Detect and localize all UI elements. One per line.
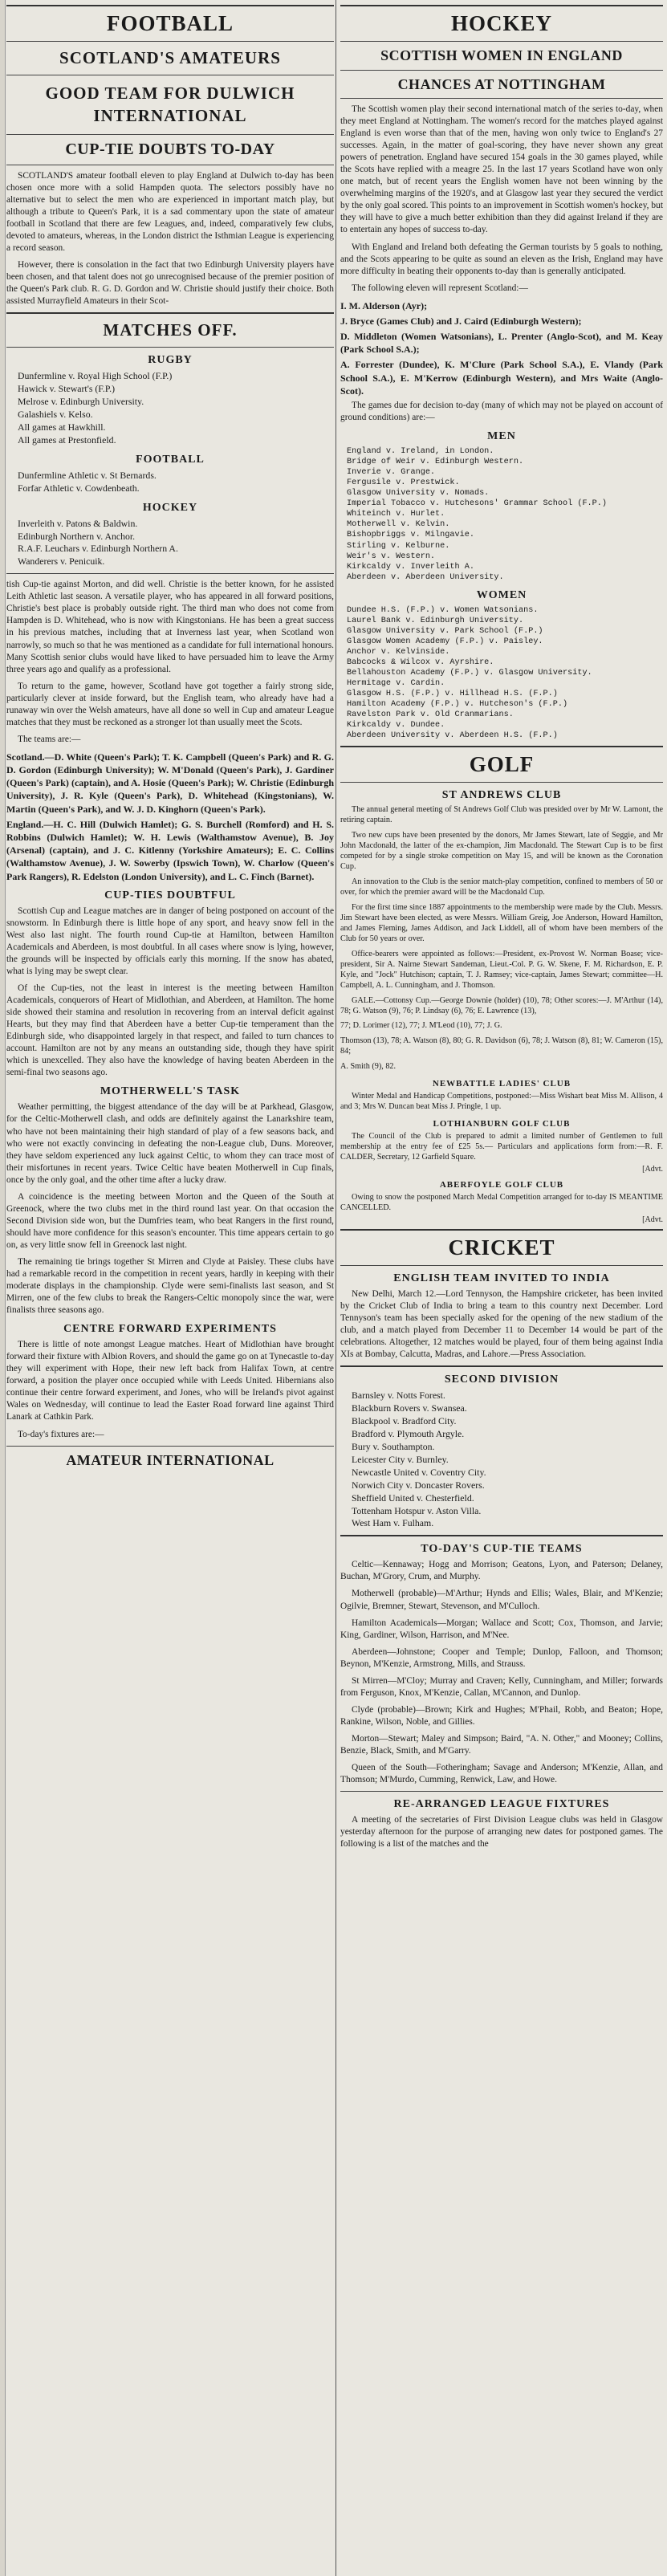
fixture-line: Glasgow H.S. (F.P.) v. Hillhead H.S. (F.P.)	[347, 690, 558, 699]
cupties-doubtful-heading: CUP-TIES DOUBTFUL	[104, 889, 236, 901]
article-paragraph: An innovation to the Club is the senior match-play competition, confined to members of 50 or over, for which the premier award will be the Macdonald Cup.	[340, 877, 663, 897]
fixture-line: Aberdeen v. Aberdeen University.	[347, 572, 504, 582]
fixture-line: Dunfermline v. Royal High School (F.P.)	[18, 370, 173, 382]
fixture-line: Edinburgh Northern v. Anchor.	[18, 530, 136, 542]
fixture-line: Inverleith v. Patons & Baldwin.	[18, 517, 138, 529]
fixture-line: Forfar Athletic v. Cowdenbeath.	[18, 482, 140, 494]
article-paragraph: SCOTLAND'S amateur football eleven to play England at Dulwich to-day has been chosen once more with a solid Hampden quota. The selectors possibly have no alternative but to select the men who are experienced in important match play, but although a tribute to Queen's Park, it is a sad commentary upon the state of amateur football in Scotland that there are few Leagues, and, indeed, comparatively few clubs, devoted to amateurs, whereas, in the London district the Isthmian League is experiencing a record season.	[6, 170, 334, 253]
fixture-line: Dundee H.S. (F.P.) v. Women Watsonians.	[347, 605, 539, 615]
fixture-line: Bradford v. Plymouth Argyle.	[352, 1428, 465, 1440]
fixture-line: Imperial Tobacco v. Hutchesons' Grammar School (F.P.)	[347, 499, 608, 509]
india-heading: ENGLISH TEAM INVITED TO INDIA	[393, 1272, 610, 1284]
hockey-subheading: HOCKEY	[142, 501, 198, 514]
women-team-line: A. Forrester (Dundee), K. M'Clure (Park School S.A.), E. Vlandy (Park School S.A.), E. M'Kerrow (Edinburgh Western), and Mrs Waite (Anglo-Scot).	[340, 359, 663, 397]
rule	[340, 5, 663, 6]
article-paragraph: A. Smith (9), 82.	[340, 1062, 397, 1072]
second-division-heading: SECOND DIVISION	[444, 1373, 559, 1386]
fixture-line: Glasgow University v. Nomads.	[347, 489, 490, 499]
second-division-fixture-list	[352, 1390, 663, 1530]
rule	[340, 98, 663, 99]
article-paragraph: Two new cups have been presented by the donors, Mr James Stewart, late of Seggie, and Mr John Macdonald, the latter of the ex-champion, Jim Macdonald. The Stewart Cup is to be first competed for by a single stroke competition on May 15, and will be known as the Coronation Cup.	[340, 831, 663, 872]
fixture-line: Motherwell v. Kelvin.	[347, 520, 450, 530]
article-paragraph: The teams are:—	[18, 734, 81, 744]
women-fixture-list	[347, 605, 663, 742]
hockey-heading: HOCKEY	[450, 11, 552, 35]
hockey-fixture-list	[18, 518, 334, 569]
fixture-line: Glasgow Women Academy (F.P.) v. Paisley.	[347, 637, 543, 646]
rule	[6, 347, 334, 348]
fixture-line: Glasgow University v. Park School (F.P.)	[347, 626, 543, 636]
article-paragraph: However, there is consolation in the fact that two Edinburgh University players have been chosen, and that talent does not go unrecognised because of the premier position of the Queen's Park club. R. G. D. Gordon and W. Christie should justify their choice. Both assisted Murrayfield Amateurs in their Scot-	[6, 260, 334, 307]
team-paragraph: Clyde (probable)—Brown; Kirk and Hughes; M'Phail, Robb, and Beaton; Hope, Rankine, Wilson, Noble, and Gillies.	[340, 1704, 663, 1727]
fixture-line: Dunfermline Athletic v. St Bernards.	[18, 469, 157, 481]
left-column	[6, 0, 334, 2576]
rule	[6, 573, 334, 574]
fixture-line: Whiteinch v. Hurlet.	[347, 510, 445, 519]
team-paragraph: Motherwell (probable)—M'Arthur; Hynds and Ellis; Wales, Blair, and M'Kenzie; Ogilvie, Bremner, Stewart, Stevenson, and M'Culloch.	[340, 1589, 663, 1611]
article-paragraph: New Delhi, March 12.—Lord Tennyson, the Hampshire cricketer, has been invited by the Cricket Club of India to bring a team to this country next December. Lord Tennyson's team has been specially asked for the opening of the new stadium of the club, and a match played from December 11 to December 14 would be part of the celebrations. Altogether, 12 matches would be played, four of them being against India XIs at Bombay, Calcutta, Madras, and Lahore.—Press Association.	[340, 1288, 663, 1360]
team-paragraph: Celtic—Kennaway; Hogg and Morrison; Geatons, Lyon, and Paterson; Delaney, Buchan, M'Grory, Crum, and Murphy.	[340, 1560, 663, 1582]
football-heading: FOOTBALL	[106, 11, 234, 35]
fixture-line: Anchor v. Kelvinside.	[347, 647, 450, 657]
motherwell-heading: MOTHERWELL'S TASK	[100, 1085, 241, 1098]
advert-tag: [Advt.	[642, 1215, 663, 1224]
rule	[340, 1791, 663, 1792]
team-paragraph: Morton—Stewart; Maley and Simpson; Baird, "A. N. Other," and Mooney; Collins, Benzie, Black, Smith, and M'Garry.	[340, 1733, 663, 1756]
newbattle-heading: NEWBATTLE LADIES' CLUB	[432, 1079, 571, 1089]
england-team-list: England.—H. C. Hill (Dulwich Hamlet); G. S. Burchell (Romford) and H. S. Robbins (Dulwich Hamlet); W. H. Lewis (Walthamstow Avenue), B. Joy (Arsenal) (captain), and J. C. Kitlenny (Yorkshire Amateurs); E. C. Collins (Walthamstow Avenue), J. W. Sowerby (Ipswich Town), W. Charlow (Queen's Park Rangers), R. Edelston (London University), and L. C. Finch (Barnet).	[6, 818, 334, 882]
article-paragraph: Of the Cup-ties, not the least in interest is the meeting between Hamilton Academicals, conquerors of Heart of Midlothian, and Aberdeen, at Hamilton. The home side showed their stamina and resolution in recovering from an interval deficit against Hearts, but they may find that Aberdeen have a better Cup-tie temperament than the Edinburgh side, who disappointed largely in that respect, and failed to turn chances to account. Hamilton are not by any means an outstanding side, though they have spirit which is unexcelled. They also have the knowledge of having beaten Aberdeen in the semi-final two seasons ago.	[6, 983, 334, 1078]
fixture-line: Ravelston Park v. Old Cranmarians.	[347, 710, 514, 720]
men-subheading: MEN	[487, 430, 516, 443]
fixture-line: Kirkcaldy v. Inverleith A.	[347, 562, 474, 572]
right-column	[340, 0, 663, 2576]
men-fixture-list	[347, 446, 663, 583]
rugby-fixture-list	[18, 370, 334, 447]
fixture-line: Inverie v. Grange.	[347, 468, 436, 478]
article-paragraph: To-day's fixtures are:—	[18, 1429, 104, 1439]
cuptie-teams-heading: TO-DAY'S CUP-TIE TEAMS	[421, 1543, 583, 1556]
article-paragraph: The annual general meeting of St Andrews Golf Club was presided over by Mr W. Lamont, the retiring captain.	[340, 805, 663, 825]
rule	[6, 41, 334, 42]
fixture-line: West Ham v. Fulham.	[352, 1517, 434, 1529]
article-paragraph: The games due for decision to-day (many of which may not be played on account of ground conditions) are:—	[340, 401, 663, 423]
rearranged-heading: RE-ARRANGED LEAGUE FIXTURES	[393, 1798, 610, 1811]
centre-forward-heading: CENTRE FORWARD EXPERIMENTS	[63, 1323, 277, 1336]
golf-notes	[340, 805, 663, 1224]
rule	[340, 1535, 663, 1536]
article-paragraph: 77; D. Lorimer (12), 77; J. M'Leod (10), 77; J. G.	[340, 1021, 502, 1031]
article-paragraph: For the first time since 1887 appointments to the membership were made by the Club. Messrs. Jim Stewart have been elected, as were Messrs. William Greig, Joe Anderson, Howard Hamilton, and James Fleming, James Addison, and Jack Liddell, all of whom have been members of the Club for 50 years or over.	[340, 902, 663, 943]
fixture-line: Newcastle United v. Coventry City.	[352, 1466, 486, 1478]
article-paragraph: Winter Medal and Handicap Competitions, postponed:—Miss Wishart beat Miss M. Allison, 4 and 3; Mrs W. Duncan beat Miss J. Pringle, 1 up.	[340, 1092, 663, 1112]
article-paragraph: The Scottish women play their second international match of the series to-day, when they meet England at Nottingham. The women's record for the matches played against England is even worse than that of the men, having won only twice to England's 27 successes. Again, in the matter of goal-scoring, they have never shown any great powers of penetration. England have secured 154 goals in the 30 games played, while the Scots have replied with a meagre 25. In the last 17 years Scotland have won only one match, but of recent years the English women have not been winning by the overwhelming margins of the 1920's, and at Glasgow last year they secured the verdict by the only goal scored. This points to an improvement in Scottish women's hockey, but they will have to give a much better exhibition than they did against Ireland if they are to entertain any hopes of success to-day.	[340, 104, 663, 235]
top-rule	[6, 5, 334, 6]
matches-off-heading: MATCHES OFF.	[103, 320, 238, 340]
team-paragraph: St Mirren—M'Cloy; Murray and Craven; Kelly, Cunningham, and Miller; forwards from Ferguson, Knox, M'Kenzie, Callan, M'Cannon, and Dunlop.	[340, 1675, 663, 1698]
article-paragraph: Scottish Cup and League matches are in danger of being postponed on account of the snowstorm. In Edinburgh there is little hope of any sport, and heavy snow fell in the West also last night. The fourth round Cup-tie at Hamilton, between Hamilton Academicals and Aberdeen, is most doubtful. In all cases where snow is lying, however, the grounds will be inspected by officials early this morning. If the snow has abated, what is lying may be swept clear.	[6, 905, 334, 976]
fixture-line: Wanderers v. Penicuik.	[18, 555, 105, 568]
rule	[6, 312, 334, 314]
st-andrews-club-heading: ST ANDREWS CLUB	[441, 789, 562, 802]
fixture-line: R.A.F. Leuchars v. Edinburgh Northern A.	[18, 543, 178, 555]
fixture-line: England v. Ireland, in London.	[347, 447, 494, 457]
fixture-line: Barnsley v. Notts Forest.	[352, 1390, 445, 1402]
scotland-amateurs-heading: SCOTLAND'S AMATEURS	[59, 48, 281, 67]
fixture-line: Weir's v. Western.	[347, 551, 436, 561]
article-paragraph: A coincidence is the meeting between Morton and the Queen of the South at Greenock, where the two clubs met in the third round last year. On that occasion the Second Division side won, but the Dumfries team, who beat Rangers in the first round, should have more confidence for this season's encounter. This time appears certain to go on, as very little snow fell in Greenock last night.	[6, 1191, 334, 1250]
article-paragraph: tish Cup-tie against Morton, and did well. Christie is the better known, for he assisted Leith Athletic last season. A versatile player, who has appeared in all forward positions, Christie's best place is probably outside right. The third man who does not come from Hampden is D. Whitehead, who is now with Kingstonians. He has been a great success in his previous matches, including that at Inverness last year, when Scotland won narrowly, so much so that he was mentioned as a candidate for full international honours. Many Scottish senior clubs would have liked to have persuaded him to leave the Army three years ago and qualify as a professional.	[6, 580, 334, 674]
team-paragraph: Hamilton Academicals—Morgan; Wallace and Scott; Cox, Thomson, and Jarvie; King, Gardiner, Wilson, Harrison, and M'Nee.	[340, 1618, 663, 1640]
fixture-line: Kirkcaldy v. Dundee.	[347, 721, 445, 730]
fixture-line: Bridge of Weir v. Edinburgh Western.	[347, 458, 524, 467]
rule	[340, 782, 663, 783]
article-paragraph: Thomson (13), 78; A. Watson (8), 80; G. R. Davidson (6), 78; J. Watson (8), 81; W. Cameron (15), 84;	[340, 1036, 663, 1056]
article-paragraph: To return to the game, however, Scotland have got together a fairly strong side, particularly clever at inside forward, but the English team, who already have had a runaway win over the Welsh amateurs, have all done so well in Cup and amateur League matches that they must be reckoned as a stronger lot than usually meet the Scots.	[6, 681, 334, 727]
women-team-line: D. Middleton (Women Watsonians), L. Prenter (Anglo-Scot), and M. Keay (Park School S.A.);	[340, 331, 663, 356]
article-paragraph: Weather permitting, the biggest attendance of the day will be at Parkhead, Glasgow, for the Celtic-Motherwell clash, and odds are definitely against the Lanarkshire team, who have not been maintaining their high standard of play of a few seasons back, and who were not exactly convincing in defeating the non-League club, Duns. Moreover, they have seldom experienced any luck against Celtic, to whom they can trace most of their misfortunes in recent years. Twice Celtic have beaten Motherwell in Cup finals, once by the only goal, and the other time after a lucky draw.	[6, 1102, 334, 1185]
fixture-line: Galashiels v. Kelso.	[18, 408, 93, 420]
cricket-heading: CRICKET	[448, 1235, 555, 1260]
rugby-subheading: RUGBY	[148, 354, 193, 367]
scottish-women-heading: SCOTTISH WOMEN IN ENGLAND	[380, 47, 623, 63]
fixture-line: Blackburn Rovers v. Swansea.	[352, 1402, 467, 1414]
lothianburn-heading: LOTHIANBURN GOLF CLUB	[433, 1119, 571, 1129]
aberfoyle-heading: ABERFOYLE GOLF CLUB	[439, 1180, 564, 1190]
fixture-line: Blackpool v. Bradford City.	[352, 1415, 457, 1427]
rule	[340, 1229, 663, 1231]
fixture-line: Norwich City v. Doncaster Rovers.	[352, 1479, 485, 1491]
advert-paragraph: The Council of the Club is prepared to admit a limited number of Gentlemen to full membership at the entry fee of £25 5s.— Particulars and applications form from:—R. F. CALDER, Secretary, 12 Garfield Square.	[340, 1132, 663, 1162]
fixture-line: Bellahouston Academy (F.P.) v. Glasgow University.	[347, 669, 592, 678]
fixture-line: Hermitage v. Cardin.	[347, 679, 445, 689]
fixture-line: Aberdeen University v. Aberdeen H.S. (F.P.)	[347, 731, 558, 741]
fixture-line: All games at Prestonfield.	[18, 433, 116, 446]
fixture-line: Babcocks & Wilcox v. Ayrshire.	[347, 657, 494, 667]
article-paragraph: The following eleven will represent Scotland:—	[352, 283, 528, 293]
women-subheading: WOMEN	[476, 588, 527, 601]
women-team-line: I. M. Alderson (Ayr);	[340, 299, 428, 311]
advert-tag: [Advt.	[642, 1165, 663, 1174]
fixture-line: Leicester City v. Burnley.	[352, 1453, 449, 1465]
article-paragraph: The remaining tie brings together St Mirren and Clyde at Paisley. These clubs have had a remarkable record in the competition in recent years, hardly in keeping with their moderate displays in the championship. Clyde were semi-finalists last season, and St Mirren, one of the few clubs to break the Rangers-Celtic monopoly since the war, were finalists three seasons ago.	[6, 1256, 334, 1316]
fixture-line: Melrose v. Edinburgh University.	[18, 396, 144, 408]
football-subheading: FOOTBALL	[136, 453, 205, 466]
fixture-line: All games at Hawkhill.	[18, 421, 106, 433]
rule	[340, 1265, 663, 1266]
rule	[340, 1365, 663, 1367]
article-paragraph: Office-bearers were appointed as follows:—President, ex-Provost W. Norman Boase; vice-president, Sir A. Nairne Stewart Sandeman, Lieut.-Col. P. G. W. Skene, F. M. Richardson, E. P. Kyle, and "Jock" Hutchison; captain, T. J. Ramsey; vice-captain, James Stewart; committee—H. Campbell, A. L. Cunningham, and J. Thomson.	[340, 949, 663, 990]
cuptie-doubts-heading: CUP-TIE DOUBTS TO-DAY	[65, 140, 275, 158]
fixture-line: Stirling v. Kelburne.	[347, 541, 450, 551]
fixture-line: Sheffield United v. Chesterfield.	[352, 1491, 474, 1504]
amateur-international-heading: AMATEUR INTERNATIONAL	[66, 1451, 275, 1468]
golf-heading: GOLF	[469, 752, 535, 777]
article-paragraph: A meeting of the secretaries of First Division League clubs was held in Glasgow yesterday afternoon for the purpose of arranging new dates for postponed games. The following is a list of the matches and the	[340, 1815, 663, 1850]
dulwich-heading: GOOD TEAM FOR DULWICH INTERNATIONAL	[45, 83, 295, 126]
fixture-line: Laurel Bank v. Edinburgh University.	[347, 616, 524, 625]
rule	[6, 1446, 334, 1447]
team-paragraph: Aberdeen—Johnstone; Cooper and Temple; Dunlop, Falloon, and Thomson; Beynon, M'Kenzie, Armstrong, Mills, and Strauss.	[340, 1646, 663, 1669]
advert-paragraph: Owing to snow the postponed March Medal Competition arranged for to-day IS MEANTIME CANCELLED.	[340, 1193, 663, 1213]
scotland-team-list: Scotland.—D. White (Queen's Park); T. K. Campbell (Queen's Park) and R. G. D. Gordon (Edinburgh University); W. M'Donald (Queen's Park), J. Gardiner (Queen's Park) (captain), and A. Hosie (Queen's Park); W. Christie (Edinburgh University), J. R. Kyle (Queen's Park), D. Whitehead (Kingstonians), W. Martin (Queen's Park), and W. J. D. Kinghorn (Queen's Park).	[6, 751, 334, 815]
rule	[340, 70, 663, 71]
article-paragraph: GALE.—Cottonsy Cup.—George Downie (holder) (10), 78; Other scores:—J. M'Arthur (14), 78; G. Watson (9), 76; P. Lindsay (6), 76; E. Lawrence (13),	[340, 995, 663, 1015]
rule	[6, 134, 334, 135]
fixture-line: Fergusile v. Prestwick.	[347, 478, 460, 488]
page-edge-strip	[0, 0, 6, 2576]
football-fixture-list	[18, 470, 334, 495]
chances-heading: CHANCES AT NOTTINGHAM	[397, 75, 606, 92]
women-team-line: J. Bryce (Games Club) and J. Caird (Edinburgh Western);	[340, 315, 582, 327]
fixture-line: Tottenham Hotspur v. Aston Villa.	[352, 1504, 482, 1516]
fixture-line: Hawick v. Stewart's (F.P.)	[18, 383, 115, 395]
fixture-line: Hamilton Academy (F.P.) v. Hutcheson's (F.P.)	[347, 700, 568, 710]
fixture-line: Bury v. Southampton.	[352, 1440, 435, 1452]
rule	[340, 746, 663, 747]
team-paragraph: Queen of the South—Fotheringham; Savage and Anderson; M'Kenzie, Allan, and Thomson; M'Murdo, Cumming, Renwick, Law, and Howe.	[340, 1763, 663, 1785]
article-paragraph: With England and Ireland both defeating the German tourists by 5 goals to nothing, and the Scots appearing to be quite as sound an eleven as the Irish, England may have more difficulty in beating their opponents to-day than is generally anticipated.	[340, 242, 663, 276]
rule	[340, 41, 663, 42]
fixture-line: Bishopbriggs v. Milngavie.	[347, 531, 474, 540]
article-paragraph: There is little of note amongst League matches. Heart of Midlothian have brought forward their fixture with Albion Rovers, and should the game go on at Tynecastle to-day they will experiment with Hope, their new left back from Halifax Town, at centre forward, a position the player once occupied while with Leeds United. Hibernians also continue their centre forward experiment, and Jones, who will be Ireland's pivot against Wales on Wednesday, will continue to lead the Easter Road forward line against Third Lanark at Cathkin Park.	[6, 1340, 334, 1422]
